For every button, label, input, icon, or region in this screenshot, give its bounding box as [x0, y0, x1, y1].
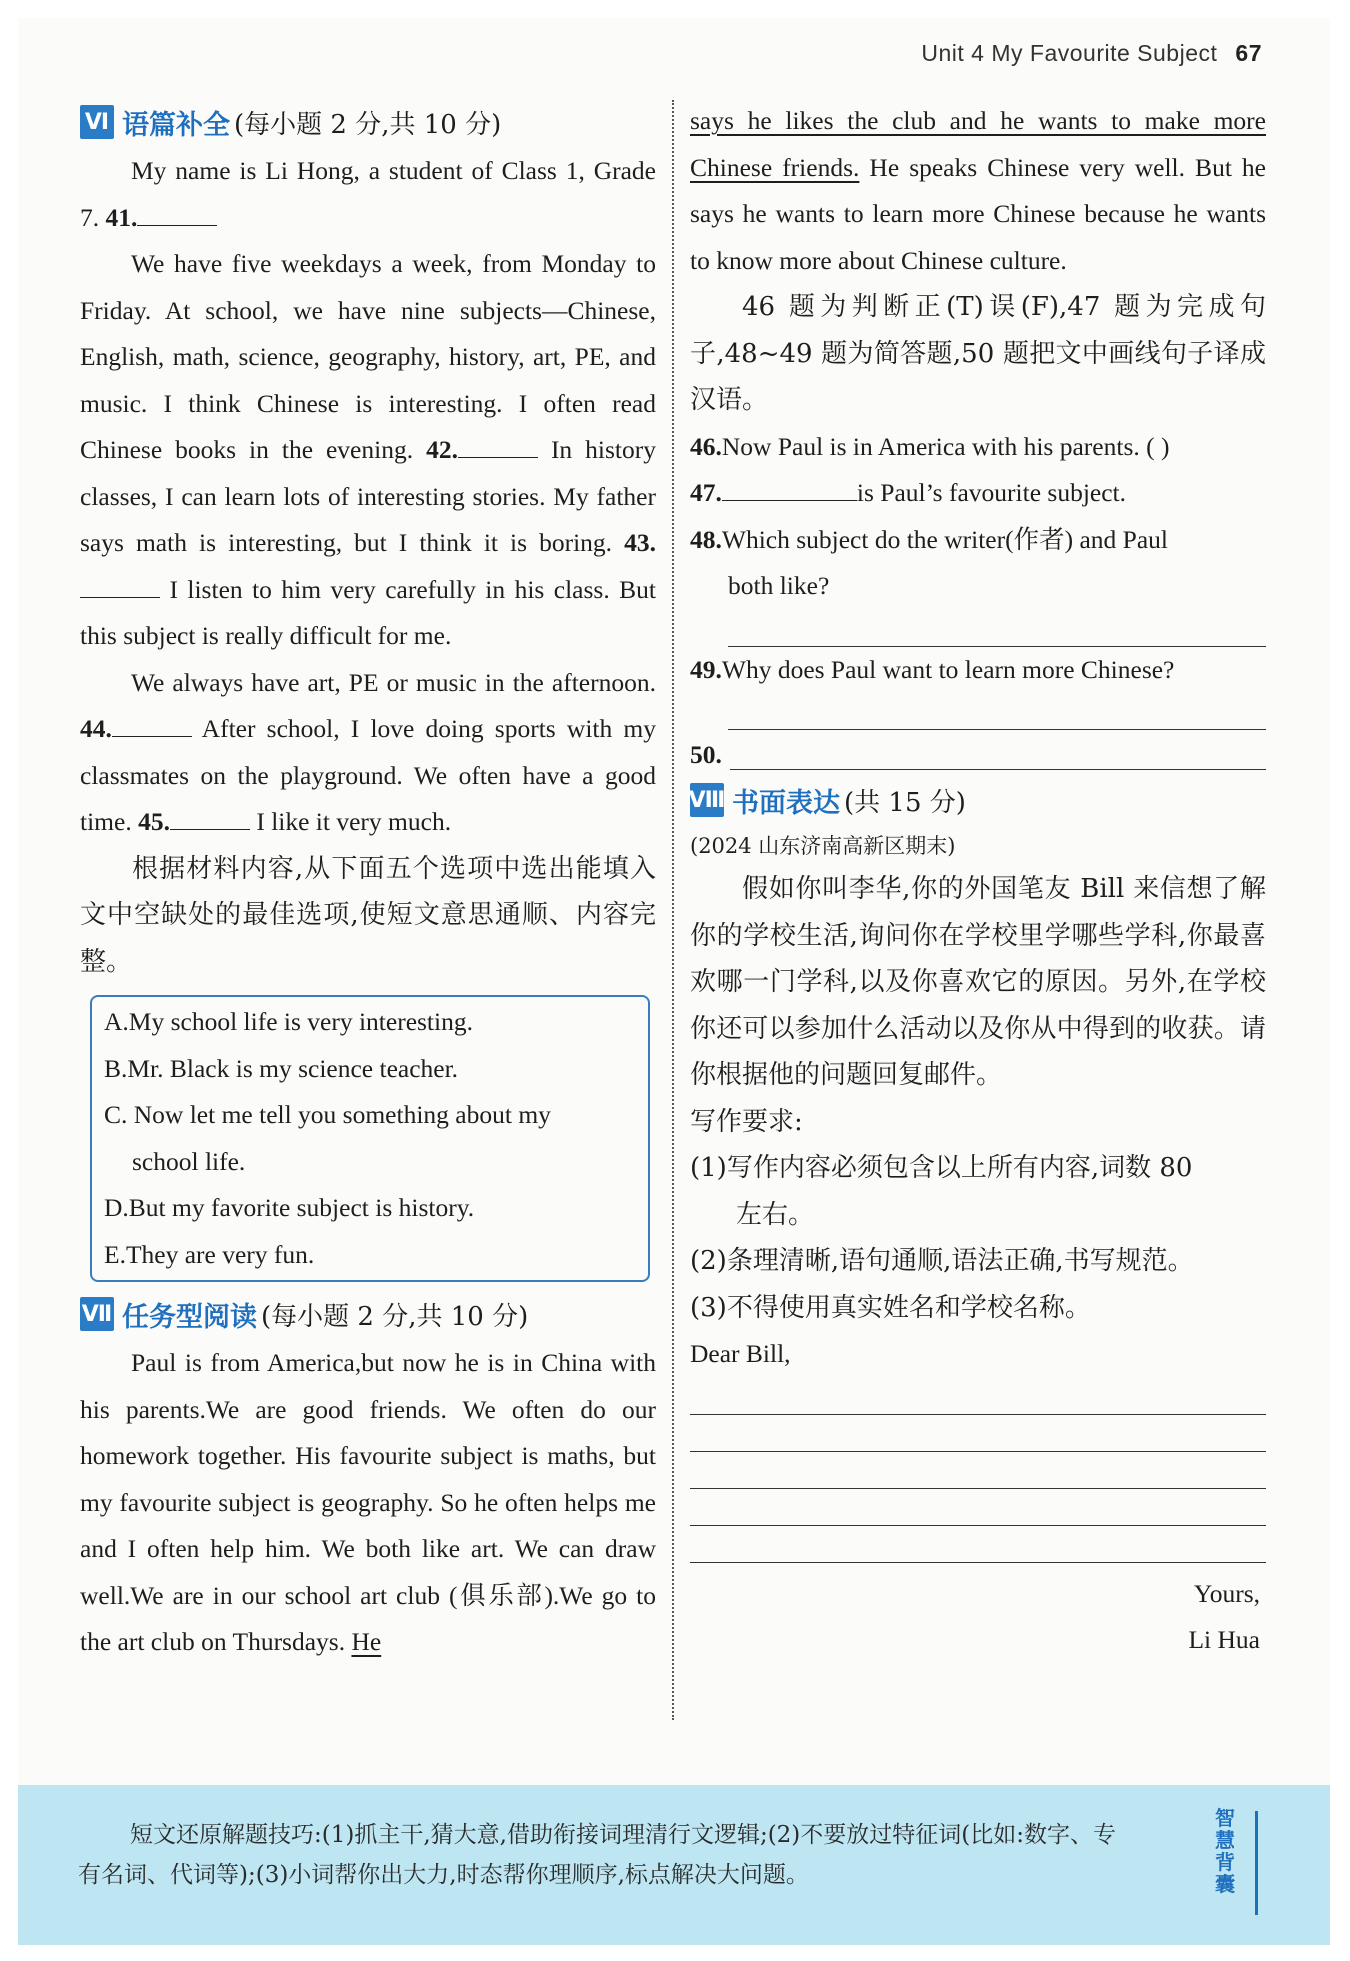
blank-47[interactable] — [722, 478, 857, 501]
p3b-text: After school, I love doing sports with my classmates on the playground. We often have a good time. — [80, 714, 657, 836]
tip-bar — [18, 1785, 1330, 1945]
blank-44[interactable] — [112, 714, 192, 737]
reading-passage-text: Paul is from America,but now he is in China with his parents.We are good friends. We often do our homework together. His favourite subject is maths, but my favourite subject is geography. So he often helps me and I often help him. We both like art. We can draw well.We are in our school art club (俱乐部).We go to the art club on Thursdays. — [80, 1348, 656, 1656]
option-b: B.Mr. Black is my science teacher. — [104, 1053, 459, 1083]
unit-title: Unit 4 My Favourite Subject — [921, 40, 1218, 66]
requirement-1: (1)写作内容必须包含以上所有内容,词数 80 — [690, 1153, 1193, 1183]
writing-line-3[interactable] — [690, 1452, 1266, 1489]
q48-text: Which subject do the writer(作者) and Paul — [721, 524, 1169, 554]
exam-source: (2024 山东济南高新区期末) — [690, 834, 956, 858]
blank-43[interactable] — [80, 575, 160, 598]
blank-45-number: 45. — [138, 807, 170, 836]
option-a: A.My school life is very interesting. — [104, 1007, 473, 1036]
section-7-instruction: 46 题为判断正(T)误(F),47 题为完成句子,48~49 题为简答题,50 题把文中画线句子译成汉语。 — [690, 292, 1266, 415]
section-6-score: (每小题 2 分,共 10 分) — [234, 109, 502, 140]
q46-number: 46. — [690, 431, 722, 461]
letter-greeting: Dear Bill, — [690, 1339, 791, 1368]
option-d: D.But my favorite subject is history. — [104, 1193, 475, 1222]
p2-text: We have five weekdays a week, from Monday to Friday. At school, we have nine subjects—Chinese, English, math, science, geography, history, art, PE, and music. I think Chinese is interesting. I often read Chinese books in the evening. — [80, 249, 656, 464]
right-column — [690, 98, 1266, 1664]
tip-text — [78, 1815, 1198, 1895]
section-6-badge: Ⅵ — [80, 105, 114, 139]
option-c: C. Now let me tell you something about my — [104, 1100, 551, 1129]
p2c-text: I listen to him very carefully in his class. But this subject is really difficult for me. — [80, 574, 656, 650]
q50-number: 50. — [690, 740, 722, 769]
section-8-score: (共 15 分) — [844, 787, 966, 818]
requirement-1-continued: 左右。 — [736, 1199, 815, 1230]
section-6-heading — [80, 100, 656, 144]
section-7-badge: Ⅶ — [80, 1297, 114, 1331]
reading-passage — [80, 1340, 656, 1666]
question-48 — [690, 517, 1266, 610]
writing-prompt: 假如你叫李华,你的外国笔友 Bill 来信想了解你的学校生活,询问你在学校里学哪些学科,你最喜欢哪一门学科,以及你喜欢它的原因。另外,在学校你还可以参加什么活动以及你从中得到的收获。请你根据他的问题回复邮件。 — [690, 874, 1266, 1090]
q49-number: 49. — [690, 654, 722, 684]
running-header — [921, 40, 1262, 67]
blank-44-number: 44. — [80, 714, 112, 743]
q47-number: 47. — [690, 478, 722, 507]
underlined-sentence-middle: says he likes the club and he wants to make more — [690, 106, 1266, 135]
section-7-score: (每小题 2 分,共 10 分) — [261, 1301, 529, 1332]
page-number: 67 — [1235, 40, 1262, 66]
tip-line-2: 有名词、代词等);(3)小词帮你出大力,时态帮你理顺序,标点解决大问题。 — [78, 1862, 809, 1888]
writing-line-2[interactable] — [690, 1415, 1266, 1452]
column-divider — [672, 100, 674, 1720]
answer-line-48[interactable] — [728, 610, 1266, 647]
blank-42[interactable] — [458, 435, 538, 458]
question-46 — [690, 424, 1266, 471]
reading-passage-end: He speaks Chinese very well. But he says he wants to learn more Chinese because he wants to know more about Chinese culture. — [690, 152, 1267, 275]
blank-41-number: 41. — [105, 202, 138, 232]
q48-text-continued: both like? — [728, 571, 830, 600]
section-8-badge: Ⅷ — [690, 783, 724, 817]
tip-tag: 智慧背囊 — [1215, 1806, 1235, 1896]
tip-line-1: 短文还原解题技巧:(1)抓主干,猜大意,借助衔接词理清行文逻辑;(2)不要放过特征词(比如:数字、专 — [130, 1822, 1117, 1848]
writing-line-1[interactable] — [690, 1378, 1266, 1415]
q46-text: Now Paul is in America with his parents. ( ) — [721, 431, 1170, 461]
question-49 — [690, 647, 1266, 694]
section-7-heading — [80, 1292, 656, 1336]
blank-41[interactable] — [137, 203, 217, 226]
passage-paragraph-3 — [80, 660, 656, 846]
question-50 — [690, 730, 1266, 770]
answer-line-49[interactable] — [728, 693, 1266, 730]
p3a-text: We always have art, PE or music in the afternoon. — [131, 667, 656, 697]
underlined-sentence-end: Chinese friends. — [690, 152, 860, 182]
section-6-title: 语篇补全 — [122, 109, 230, 141]
p1-text: My name is Li Hong, a student of Class 1, Grade 7. — [80, 156, 656, 232]
option-e: E.They are very fun. — [104, 1239, 315, 1269]
writing-line-4[interactable] — [690, 1489, 1266, 1526]
blank-42-number: 42. — [426, 435, 458, 464]
requirements-title: 写作要求: — [690, 1106, 803, 1137]
blank-45[interactable] — [170, 807, 250, 830]
passage-paragraph-1 — [80, 148, 656, 241]
underlined-sentence-start: He — [351, 1627, 382, 1656]
writing-line-5[interactable] — [690, 1526, 1266, 1563]
answer-line-50[interactable] — [730, 739, 1266, 770]
letter-closing: Yours, — [1193, 1578, 1260, 1608]
option-c-continued: school life. — [132, 1146, 246, 1176]
q47-text: is Paul’s favourite subject. — [856, 478, 1126, 507]
letter-signature: Li Hua — [1188, 1625, 1260, 1654]
requirement-3: (3)不得使用真实姓名和学校名称。 — [690, 1292, 1091, 1323]
left-column — [80, 98, 656, 1666]
q48-number: 48. — [690, 524, 722, 554]
blank-43-number: 43. — [624, 528, 656, 557]
q49-text: Why does Paul want to learn more Chinese? — [721, 654, 1175, 684]
reading-passage-continued — [690, 98, 1266, 284]
section-8-heading — [690, 778, 1266, 822]
section-6-instruction: 根据材料内容,从下面五个选项中选出能填入文中空缺处的最佳选项,使短文意思通顺、内容完整。 — [80, 853, 656, 977]
tip-rule — [1255, 1811, 1258, 1915]
section-7-title: 任务型阅读 — [122, 1301, 257, 1333]
section-8-title: 书面表达 — [732, 787, 840, 819]
requirement-2: (2)条理清晰,语句通顺,语法正确,书写规范。 — [690, 1246, 1194, 1276]
p2b-text: In history classes, I can learn lots of interesting stories. My father says math is interesting, but I think it is boring. — [80, 435, 656, 557]
question-47 — [690, 470, 1266, 517]
p3c-text: I like it very much. — [256, 807, 452, 836]
options-box — [90, 995, 650, 1282]
passage-paragraph-2 — [80, 241, 656, 660]
